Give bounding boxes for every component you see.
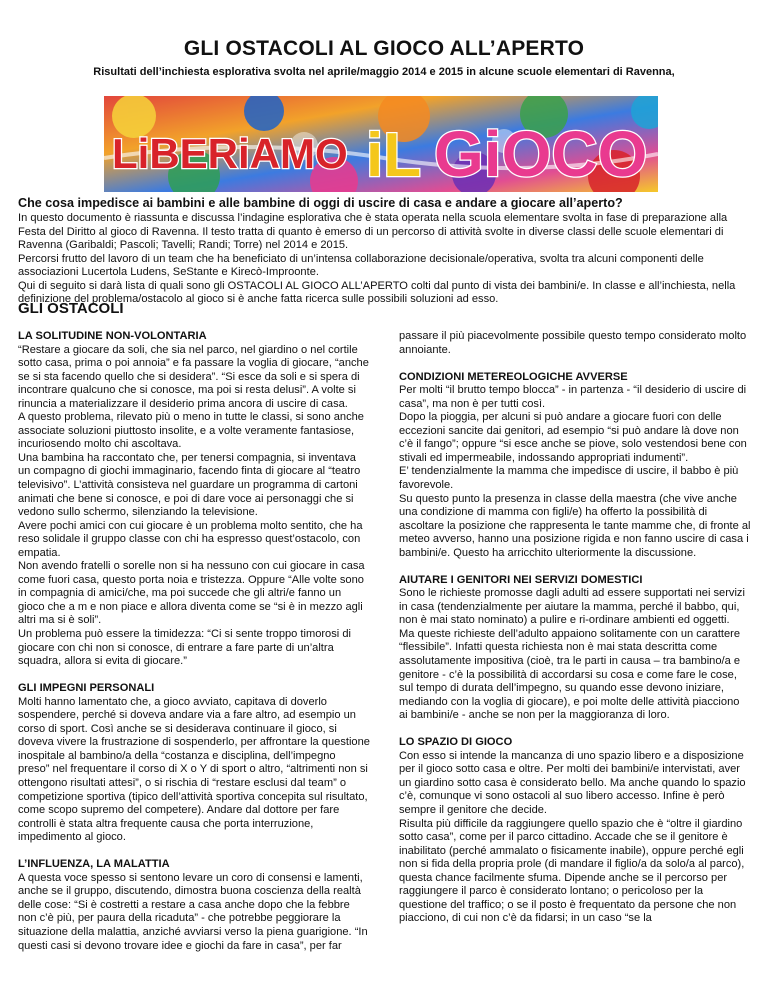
subsection-heading: CONDIZIONI METEREOLOGICHE AVVERSE (399, 370, 628, 383)
section-title: GLI OSTACOLI (18, 300, 124, 317)
paragraph: Una bambina ha raccontato che, per tenersi compagnia, si inventava un compagno di giochi immaginario, facendo finta di giocare al “teatro televisivo”. L’attività consisteva nel guardare un programma di cartoni animati che bene si conosce, e poi di dare voce ai personaggi che si vedono sullo schermo, silenziando la televisione. (18, 451, 361, 519)
paragraph: Un problema può essere la timidezza: “Ci si sente troppo timorosi di giocare con chi non si conosce, di entrare a fare parte di un’altra squadra, allora si evita di giocare.” (18, 628, 351, 668)
subsection-heading: LO SPAZIO DI GIOCO (399, 736, 513, 749)
intro-paragraph: In questo documento è riassunta e discussa l’indagine esplorativa che è stata operata nella scuola elementare svolta in fase di preparazione alla Festa del Diritto al gioco di Ravenna. Il testo tratta di quanto è emerso di un percorso di attività svolte in diverse classi delle scuole elementari di Ravenna (Garibaldi; Pascoli; Tavelli; Randi; Torre) nel 2014 e 2015. (18, 212, 728, 251)
right-column (399, 330, 751, 926)
paragraph: “Restare a giocare da soli, che sia nel parco, nel giardino o nel cortile sotto casa, prima o poi annoia” e fa passare la voglia di giocare, “anche se si sta facendo quello che si desidera”. “Si esce da soli e si spera di incontrare qualcuno che si conosce, ma poi si resta delusi”. A volte si rinuncia a materializzare il desiderio prima ancora di uscire di casa. (18, 343, 369, 410)
paragraph: Risulta più difficile da raggiungere quello spazio che è “oltre il giardino sotto casa”, come per il parco cittadino. Accade che se il genitore è inabilitato (perché ammalato o fisicamente inabile), oppure perché egli non si fida della propria prole (di mandare il figlio/a da solo/a al parco), questa chance facilmente sfuma. Dipende anche se il percorso per raggiungere il parco è considerato lontano; o pericoloso per la questione del traffico; o se il posto è frequentato da persone che non piacciono, di cui non c’è da fidarsi; in un caso “se la (399, 817, 745, 925)
banner-image (104, 96, 658, 192)
paragraph: Avere pochi amici con cui giocare è un problema molto sentito, che ha reso solidale il gruppo classe con chi ha espresso quest’ostacolo, con empatia. (18, 519, 363, 559)
paragraph: Non avendo fratelli o sorelle non si ha nessuno con cui giocare in casa come fuori casa, questo porta noia e tristezza. Oppure “Alle volte sono in compagnia di amici/che, ma poi succede che gli altri/e fanno un gioco che a m e non piace e allora diventa come se “si è in mezzo agli altri ma si è soli”. (18, 560, 365, 627)
left-column (18, 330, 370, 953)
paragraph: Sono le richieste promosse dagli adulti ad essere supportati nei servizi in casa (tendenzialmente per aiutare la mamma, perché il babbo, qui, non è mai stato nominato) a pulire e ri-ordinare ambienti ed oggetti. (399, 587, 745, 627)
banner-word-liberiamo: LiBERiAMO (112, 130, 348, 177)
subsection-heading: GLI IMPEGNI PERSONALI (18, 682, 155, 695)
intro-paragraph: Qui di seguito si darà lista di quali sono gli OSTACOLI AL GIOCO ALL’APERTO colti dal punto di vista dei bambini/e. In classe e all’inchiesta, nella definizione del problema/ostacolo al gioco si è anche fatta ricerca sulle possibili soluzioni ad esso. (18, 279, 736, 305)
paragraph: Con esso si intende la mancanza di uno spazio libero e a disposizione per il gioco sotto casa e oltre. Per molti dei bambini/e intervistati, aver un giardino sotto casa è considerato bello. Ma anche quando lo spazio c’è, comunque vi sono ostacoli al suo libero accesso. Infine è però sempre il genitore che decide. (399, 749, 746, 816)
intro-text (18, 212, 753, 307)
document-subtitle: Risultati dell’inchiesta esplorativa svolta nel aprile/maggio 2014 e 2015 in alcune scuole elementari di Ravenna, (93, 66, 675, 78)
paragraph: A questo problema, rilevato più o meno in tutte le classi, si sono anche associate soluzioni piuttosto insolite, e a volte veramente fantasiose, incuriosendo molto chi ascoltava. (18, 411, 364, 451)
paragraph: passare il più piacevolmente possibile questo tempo considerato molto annoiante. (399, 330, 747, 356)
intro-paragraph: Percorsi frutto del lavoro di un team che ha beneficiato di un’intensa collaborazione decisionale/operativa, svolta tra alcuni componenti delle associazioni Lucertola Ludens, SeStante e Kirecò-Improonte. (18, 252, 704, 278)
paragraph: Molti hanno lamentato che, a gioco avviato, capitava di doverlo sospendere, perché si doveva andare via a fare altro, ad esempio un corso di sport. Così anche se si desiderava continuare il gioco, si doveva vivere la frustrazione di sospenderlo, per affrontare la questione inospitale al bambino/a della “costanza e disciplina, dell’impegno preso” nel frequentare il corso di X o Y di sport o altro, “altrimenti non si ottengono risultati attesi”, o si rischia di “restare esclusi dal team” o competizione sportiva (tipico dell’attività sportiva concepita sul risultato, come scopo supremo del competere). Andare dal dottore per fare controlli è stata altra frequente causa che porta interruzione, impedimento al gioco. (18, 695, 370, 844)
banner-word-il: iL (366, 121, 422, 190)
paragraph: A questa voce spesso si sentono levare un coro di consensi e lamenti, anche se il gruppo, discutendo, dimostra buona coscienza della realtà delle cose: “Si è costretti a restare a casa anche dopo che la febbre non c’è più, per paura della ricaduta” - che potrebbe peggiorare la situazione della malattia, anziché avviarsi verso la piena guarigione. “In questi casi si devono trovare idee e giochi da fare in casa”, per far (18, 871, 368, 952)
subsection-heading: AIUTARE I GENITORI NEI SERVIZI DOMESTICI (399, 573, 643, 586)
subsection-heading: LA SOLITUDINE NON-VOLONTARIA (18, 330, 207, 342)
paragraph: E’ tendenzialmente la mamma che impedisce di uscire, il babbo è più favorevole. (399, 465, 739, 491)
paragraph: Su questo punto la presenza in classe della maestra (che vive anche una condizione di mamma con figli/e) ha offerto la possibilità di ascoltare la posizione che rappresenta le tante mamme che, di fronte al meteo avverso, hanno una posizione rigida e non fanno uscire di casa i bambini/e. Questo ha arricchito ulteriormente la discussione. (399, 492, 751, 559)
document-title: GLI OSTACOLI AL GIOCO ALL’APERTO (183, 37, 585, 60)
paragraph: Ma queste richieste dell’adulto appaiono solitamente con un carattere “flessibile”. Infatti questa richiesta non è mai stata descritta come assolutamente impositiva (cioè, tra le parti in causa – tra bambino/a e genitore - c’è la possibilità di accordarsi su cosa e come fare le cose, sul tempo di durata dell’impegno, su quando esse devono iniziare, mediando con la voglia di giocare), e poi molte delle attività piacciono ai bambini/e - anche se non per la maggioranza di loro. (399, 627, 741, 722)
subsection-heading: L’INFLUENZA, LA MALATTIA (18, 858, 170, 871)
banner-word-gioco: GiOCO (434, 118, 648, 190)
intro-heading: Che cosa impedisce ai bambini e alle bambine di oggi di uscire di casa e andare a giocare all’aperto? (18, 196, 623, 210)
paragraph: Per molti “il brutto tempo blocca” - in partenza - “il desiderio di uscire di casa”, ma non è per tutti così. (399, 384, 747, 410)
banner-artwork (104, 96, 658, 192)
paragraph: Dopo la pioggia, per alcuni si può andare a giocare fuori con delle eccezioni sancite dai genitori, ad esempio “si può andare là dove non c’è il fango”; oppure “si esce anche se piove, solo vestendosi bene con stivali ed impermeabile, indossando appropriati indumenti”. (399, 411, 747, 464)
